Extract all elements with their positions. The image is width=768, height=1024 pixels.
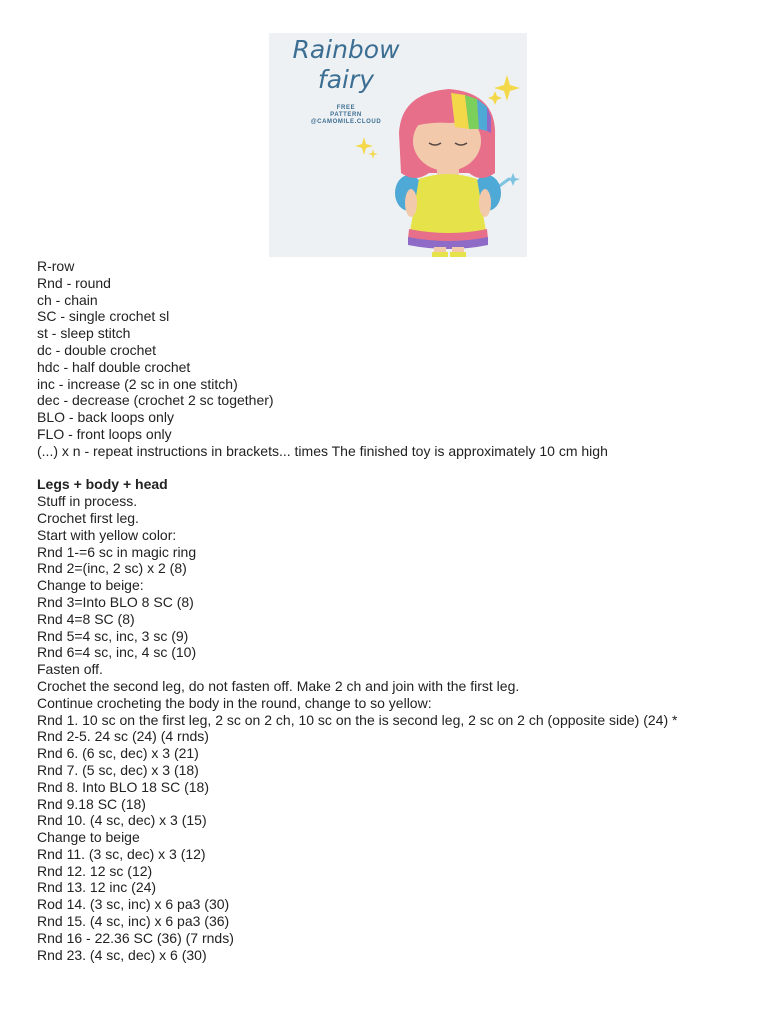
instruction-line: Stuff in process. (37, 493, 138, 510)
instruction-line: Rnd 15. (4 sc, inc) x 6 pa3 (36) (37, 913, 230, 930)
abbreviation-item: st - sleep stitch (37, 325, 131, 342)
instruction-line: Rnd 1-=6 sc in magic ring (37, 543, 197, 560)
abbreviation-item: R-row (37, 258, 75, 274)
pattern-text (37, 258, 737, 963)
abbreviation-item: hdc - half double crochet (37, 358, 191, 375)
instruction-line: Change to beige (37, 829, 140, 846)
instruction-line: Rnd 11. (3 sc, dec) x 3 (12) (37, 845, 206, 862)
instruction-line: Rnd 2-5. 24 sc (24) (4 rnds) (37, 728, 209, 745)
cover-sub-free: FREE (336, 105, 356, 111)
abbreviation-item: (...) x n - repeat instructions in brackets... times The finished toy is approximately 10 cm high (37, 442, 608, 459)
instruction-line: Rnd 5=4 sc, inc, 3 sc (9) (37, 627, 189, 644)
abbreviation-item: BLO - back loops only (37, 409, 174, 426)
cover-title-line2: fairy (317, 65, 375, 94)
instruction-line: Start with yellow color: (37, 526, 177, 543)
instruction-line: Change to beige: (37, 577, 144, 594)
instruction-line: Rnd 1. 10 sc on the first leg, 2 sc on 2 ch, 10 sc on the is second leg, 2 sc on 2 ch (opposite side) (24) * (37, 711, 678, 728)
instruction-line: Rnd 2=(inc, 2 sc) x 2 (8) (37, 560, 187, 577)
abbreviation-item: Rnd - round (37, 274, 111, 291)
instruction-line: Rod 14. (3 sc, inc) x 6 pa3 (30) (37, 896, 230, 913)
instruction-line: Rnd 12. 12 sc (12) (37, 862, 153, 879)
instruction-line: Crochet first leg. (37, 509, 139, 526)
abbreviation-item: FLO - front loops only (37, 425, 172, 442)
section-heading: Legs + body + head (37, 476, 168, 493)
instruction-line: Crochet the second leg, do not fasten off. Make 2 ch and join with the first leg. (37, 677, 520, 694)
instruction-line: Rnd 16 - 22.36 SC (36) (7 rnds) (37, 929, 234, 946)
cover-sub-handle: @CAMOMILE.CLOUD (310, 119, 382, 125)
instruction-line: Rnd 6. (6 sc, dec) x 3 (21) (37, 745, 199, 762)
abbreviation-item: SC - single crochet sl (37, 308, 170, 325)
abbreviation-list (37, 258, 737, 460)
doll-dress (409, 174, 487, 241)
fairy-doll-illustration (269, 33, 527, 257)
instruction-line: Rnd 13. 12 inc (24) (37, 879, 157, 896)
instruction-line: Rnd 10. (4 sc, dec) x 3 (15) (37, 812, 207, 829)
abbreviation-item: ch - chain (37, 291, 98, 308)
cover-title-line1: Rainbow (292, 35, 400, 64)
instruction-line: Rnd 7. (5 sc, dec) x 3 (18) (37, 761, 199, 778)
spacer (37, 460, 737, 477)
abbreviation-item: dc - double crochet (37, 341, 157, 358)
instruction-line: Rnd 8. Into BLO 18 SC (18) (37, 778, 209, 795)
instruction-line: Rnd 3=Into BLO 8 SC (8) (37, 593, 194, 610)
instruction-line: Rnd 6=4 sc, inc, 4 sc (10) (37, 644, 197, 661)
cover-sub-pattern: PATTERN (330, 112, 362, 118)
instruction-line: Rnd 9.18 SC (18) (37, 795, 146, 812)
abbreviation-item: inc - increase (2 sc in one stitch) (37, 375, 238, 392)
abbreviation-item: dec - decrease (crochet 2 sc together) (37, 392, 274, 409)
instruction-line: Rnd 23. (4 sc, dec) x 6 (30) (37, 946, 207, 963)
instruction-list (37, 493, 737, 963)
instruction-line: Rnd 4=8 SC (8) (37, 610, 135, 627)
instruction-line: Fasten off. (37, 661, 103, 678)
cover-image (269, 33, 527, 257)
instruction-line: Continue crocheting the body in the round, change to so yellow: (37, 694, 432, 711)
